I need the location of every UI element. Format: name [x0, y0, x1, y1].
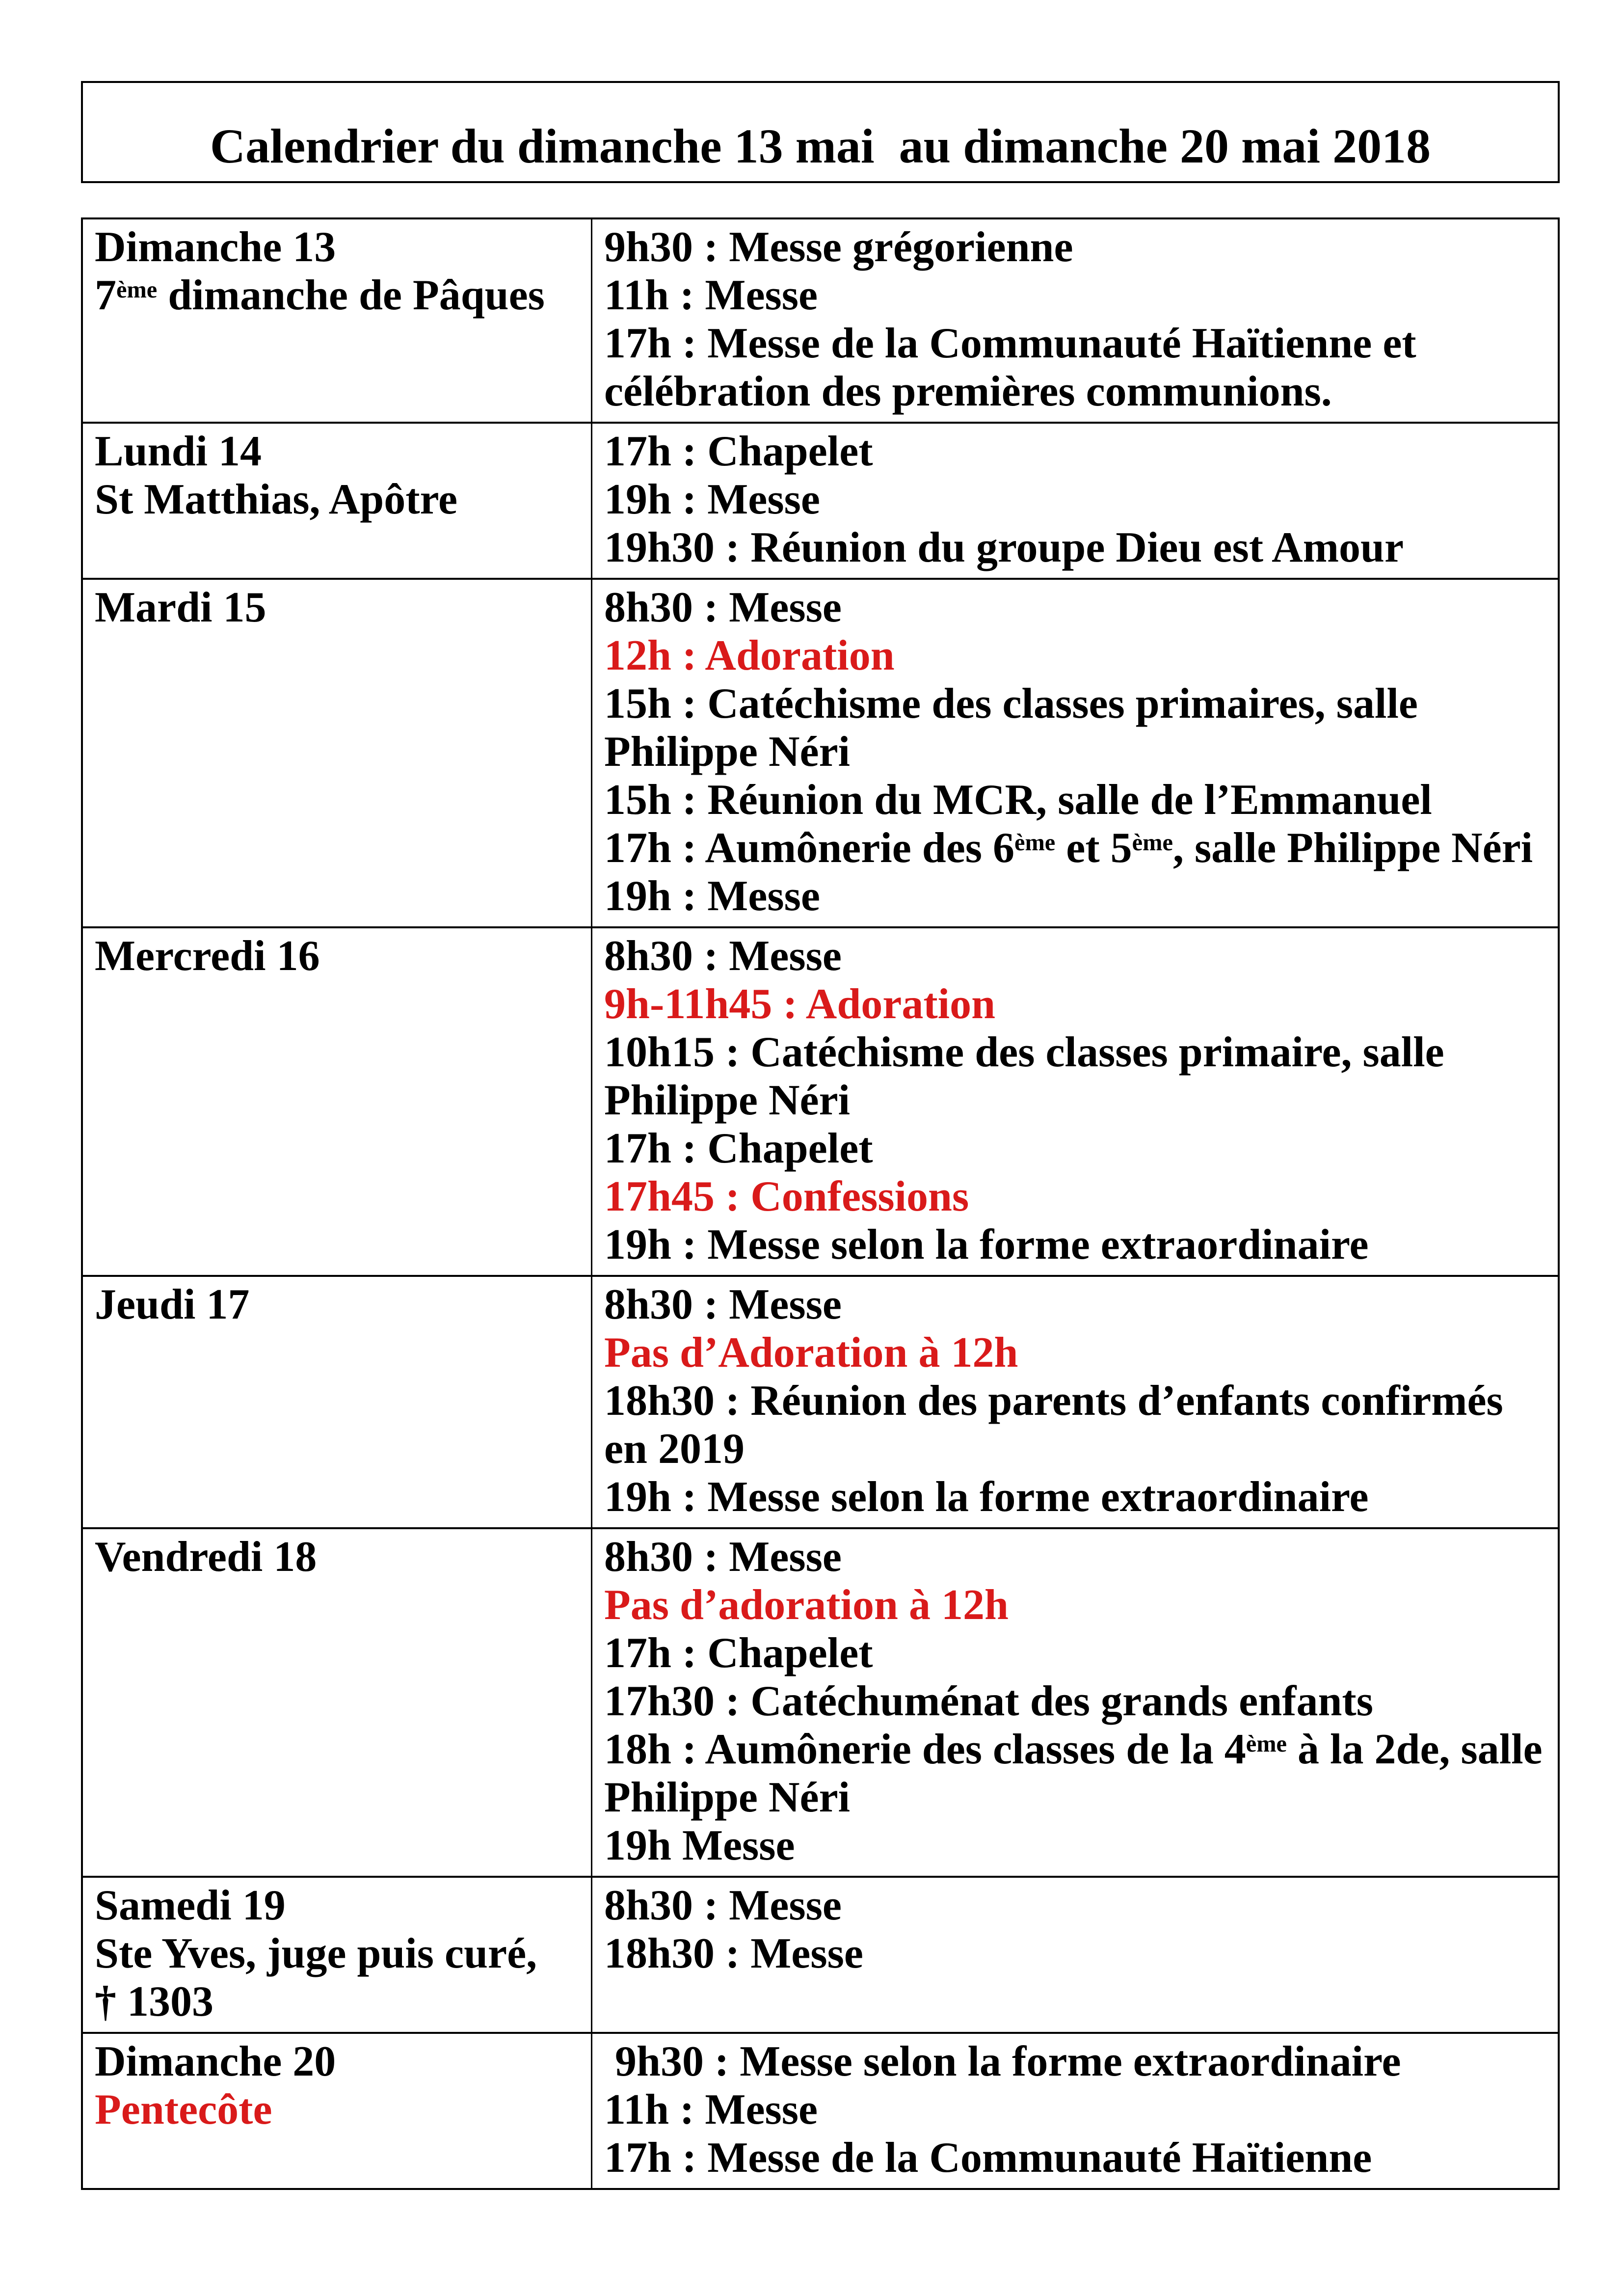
- events-cell: [592, 1877, 1559, 2033]
- text-segment: 17h : Messe de la Communauté Haïtienne et célébration des premières communions.: [604, 320, 1416, 415]
- text-segment: 17h : Chapelet: [604, 1125, 873, 1172]
- event-line: [604, 1930, 1548, 1978]
- title-box: [81, 81, 1560, 183]
- event-line: [604, 1028, 1548, 1125]
- day-line: [95, 271, 581, 320]
- day-line: [95, 1930, 581, 1978]
- text-segment: Mercredi 16: [95, 932, 320, 980]
- text-segment: 12h : Adoration: [604, 632, 895, 679]
- events-cell: [592, 2033, 1559, 2189]
- text-segment: 8h30 : Messe: [604, 1281, 842, 1328]
- event-line: [604, 1822, 1548, 1870]
- text-segment: Pentecôte: [95, 2086, 272, 2134]
- day-line: [95, 428, 581, 476]
- table-row: [82, 218, 1559, 423]
- text-segment: 15h : Catéchisme des classes primaires, salle Philippe Néri: [604, 680, 1418, 776]
- text-segment: 8h30 : Messe: [604, 1533, 842, 1581]
- table-row: [82, 1276, 1559, 1528]
- day-line: [95, 2086, 581, 2134]
- text-segment: 8h30 : Messe: [604, 584, 842, 631]
- event-line: [604, 776, 1548, 824]
- text-segment: Jeudi 17: [95, 1281, 250, 1328]
- text-segment: 17h : Chapelet: [604, 428, 873, 475]
- event-line: [604, 1882, 1548, 1930]
- table-row: [82, 2033, 1559, 2189]
- text-segment: St Matthias, Apôtre: [95, 476, 458, 523]
- ordinal-superscript: ème: [1014, 829, 1056, 856]
- event-line: [604, 476, 1548, 524]
- event-line: [604, 223, 1548, 271]
- calendar-table-body: [82, 218, 1559, 2189]
- event-line: [604, 2086, 1548, 2134]
- event-line: [604, 524, 1548, 572]
- text-segment: Vendredi 18: [95, 1533, 317, 1581]
- text-segment: 8h30 : Messe: [604, 1882, 842, 1929]
- text-segment: Pas d’Adoration à 12h: [604, 1329, 1018, 1377]
- table-row: [82, 1528, 1559, 1877]
- text-segment: Mardi 15: [95, 584, 266, 631]
- text-segment: Ste Yves, juge puis curé,: [95, 1930, 537, 1977]
- day-cell: [82, 1877, 592, 2033]
- text-segment: 19h30 : Réunion du groupe Dieu est Amour: [604, 524, 1404, 571]
- text-segment: 17h : Messe de la Communauté Haïtienne: [604, 2134, 1372, 2182]
- event-line: [604, 824, 1548, 872]
- day-cell: [82, 218, 592, 423]
- events-cell: [592, 579, 1559, 927]
- day-line: [95, 1281, 581, 1329]
- events-cell: [592, 423, 1559, 579]
- calendar-table: [81, 217, 1560, 2190]
- text-segment: 17h30 : Catéchuménat des grands enfants: [604, 1677, 1373, 1725]
- text-segment: 17h : Chapelet: [604, 1629, 873, 1677]
- event-line: [604, 932, 1548, 980]
- text-segment: 9h30 : Messe grégorienne: [604, 223, 1073, 271]
- event-line: [604, 1677, 1548, 1726]
- text-segment: 10h15 : Catéchisme des classes primaire, salle Philippe Néri: [604, 1028, 1444, 1124]
- text-segment: Dimanche 13: [95, 223, 336, 271]
- event-line: [604, 680, 1548, 776]
- text-segment: 19h Messe: [604, 1822, 795, 1869]
- day-line: [95, 476, 581, 524]
- day-cell: [82, 1276, 592, 1528]
- event-line: [604, 1581, 1548, 1629]
- day-line: [95, 223, 581, 271]
- table-row: [82, 1877, 1559, 2033]
- text-segment: 19h : Messe selon la forme extraordinaire: [604, 1221, 1369, 1269]
- day-cell: [82, 423, 592, 579]
- day-cell: [82, 1528, 592, 1877]
- ordinal-superscript: ème: [116, 276, 158, 303]
- event-line: [604, 1221, 1548, 1269]
- text-segment: 19h : Messe selon la forme extraordinaire: [604, 1473, 1369, 1521]
- event-line: [604, 1281, 1548, 1329]
- event-line: [604, 1726, 1548, 1822]
- day-cell: [82, 579, 592, 927]
- text-segment: 18h30 : Messe: [604, 1930, 863, 1977]
- day-line: [95, 932, 581, 980]
- text-segment: Dimanche 20: [95, 2038, 336, 2085]
- event-line: [604, 584, 1548, 632]
- day-cell: [82, 927, 592, 1276]
- page-title: Calendrier du dimanche 13 mai au dimanche 20 mai 2018: [210, 119, 1431, 173]
- text-segment: 18h : Aumônerie des classes de la 4: [604, 1726, 1246, 1773]
- day-line: [95, 584, 581, 632]
- events-cell: [592, 218, 1559, 423]
- text-segment: † 1303: [95, 1978, 213, 2026]
- event-line: [604, 632, 1548, 680]
- text-segment: 18h30 : Réunion des parents d’enfants confirmés en 2019: [604, 1377, 1503, 1473]
- events-cell: [592, 1276, 1559, 1528]
- text-segment: 11h : Messe: [604, 271, 818, 319]
- text-segment: dimanche de Pâques: [157, 271, 545, 319]
- event-line: [604, 2134, 1548, 2182]
- events-cell: [592, 927, 1559, 1276]
- text-segment: 9h30 : Messe selon la forme extraordinaire: [604, 2038, 1401, 2085]
- text-segment: 7: [95, 271, 116, 319]
- day-line: [95, 2038, 581, 2086]
- text-segment: 19h : Messe: [604, 872, 820, 920]
- event-line: [604, 1125, 1548, 1173]
- text-segment: 11h : Messe: [604, 2086, 818, 2134]
- day-line: [95, 1882, 581, 1930]
- day-line: [95, 1978, 581, 2026]
- events-cell: [592, 1528, 1559, 1877]
- text-segment: 8h30 : Messe: [604, 932, 842, 980]
- event-line: [604, 428, 1548, 476]
- text-segment: à la 2de, salle Philippe Néri: [604, 1726, 1543, 1821]
- event-line: [604, 1173, 1548, 1221]
- text-segment: Pas d’adoration à 12h: [604, 1581, 1009, 1629]
- event-line: [604, 872, 1548, 920]
- event-line: [604, 2038, 1548, 2086]
- event-line: [604, 1377, 1548, 1473]
- text-segment: , salle Philippe Néri: [1172, 824, 1533, 872]
- ordinal-superscript: ème: [1132, 829, 1173, 856]
- table-row: [82, 927, 1559, 1276]
- text-segment: Lundi 14: [95, 428, 262, 475]
- day-cell: [82, 2033, 592, 2189]
- event-line: [604, 1533, 1548, 1581]
- event-line: [604, 1329, 1548, 1377]
- event-line: [604, 980, 1548, 1028]
- table-row: [82, 423, 1559, 579]
- ordinal-superscript: ème: [1246, 1730, 1287, 1757]
- text-segment: 15h : Réunion du MCR, salle de l’Emmanuel: [604, 776, 1432, 824]
- day-line: [95, 1533, 581, 1581]
- text-segment: 9h-11h45 : Adoration: [604, 980, 996, 1028]
- event-line: [604, 1473, 1548, 1521]
- text-segment: 17h : Aumônerie des 6: [604, 824, 1014, 872]
- event-line: [604, 271, 1548, 320]
- table-row: [82, 579, 1559, 927]
- event-line: [604, 320, 1548, 416]
- text-segment: et 5: [1055, 824, 1132, 872]
- text-segment: Samedi 19: [95, 1882, 286, 1929]
- event-line: [604, 1629, 1548, 1677]
- text-segment: 17h45 : Confessions: [604, 1173, 969, 1220]
- text-segment: 19h : Messe: [604, 476, 820, 523]
